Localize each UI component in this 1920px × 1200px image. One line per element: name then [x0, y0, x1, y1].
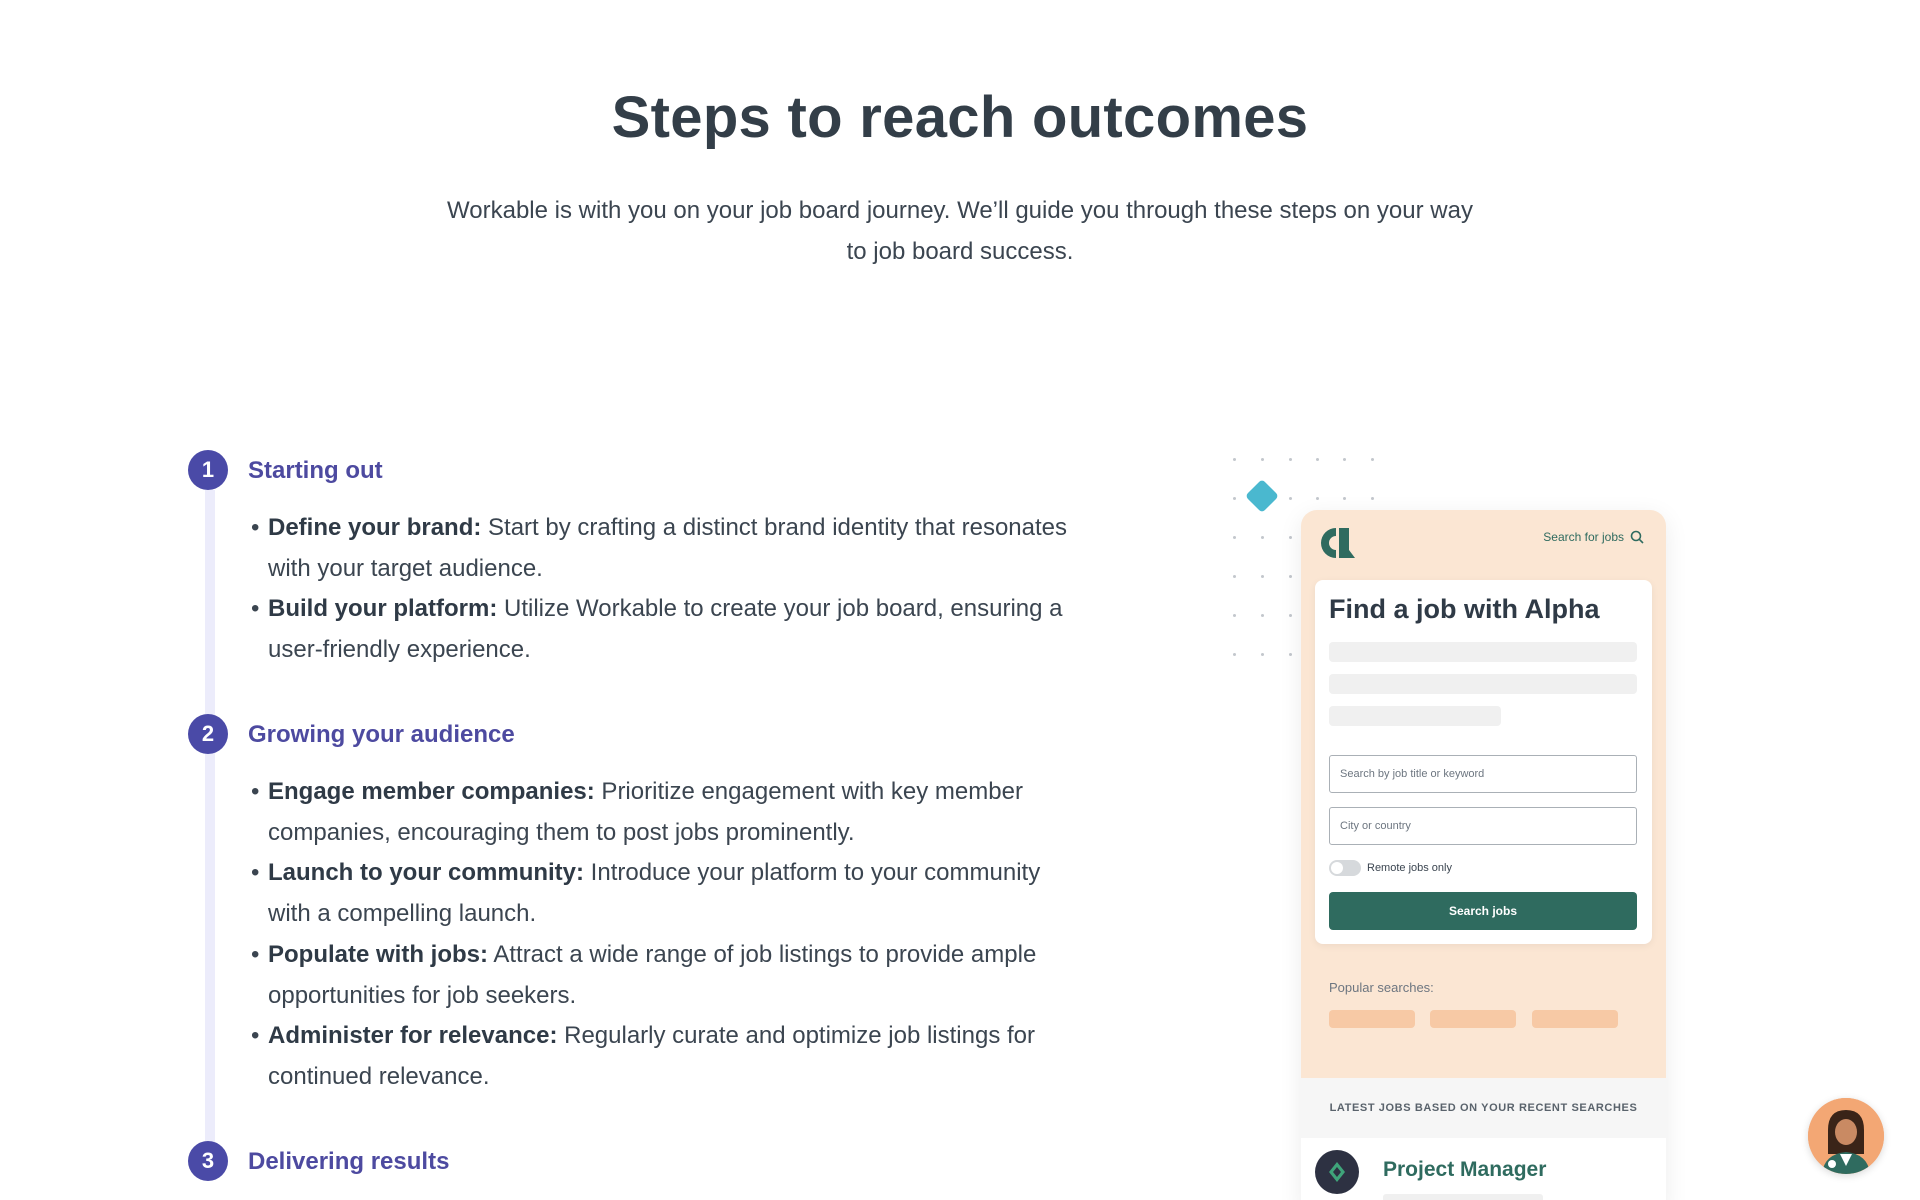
step-2-list	[248, 772, 1088, 1098]
decorative-dot	[1233, 653, 1236, 656]
search-for-jobs-link[interactable]: Search for jobs	[1543, 530, 1644, 544]
decorative-dot	[1343, 497, 1346, 500]
location-input[interactable]: City or country	[1329, 807, 1637, 845]
popular-search-chip[interactable]	[1532, 1010, 1618, 1028]
skeleton-line	[1329, 674, 1637, 694]
decorative-dot	[1233, 536, 1236, 539]
popular-search-chip[interactable]	[1430, 1010, 1516, 1028]
search-icon	[1630, 530, 1644, 544]
list-item: • Engage member companies: Prioritize engagement with key member companies, encouraging them to post jobs prominently.	[251, 778, 1023, 846]
decorative-dot	[1261, 458, 1264, 461]
decorative-dot	[1316, 458, 1319, 461]
decorative-dot	[1289, 536, 1292, 539]
step-2-title: Growing your audience	[248, 721, 515, 748]
decorative-dot	[1343, 458, 1346, 461]
step-2-badge: 2	[188, 714, 228, 754]
search-card	[1315, 580, 1652, 944]
decorative-dot	[1233, 458, 1236, 461]
remote-toggle-label: Remote jobs only	[1367, 862, 1452, 874]
step-1-badge: 1	[188, 450, 228, 490]
keyword-search-input[interactable]: Search by job title or keyword	[1329, 755, 1637, 793]
decorative-dot	[1371, 497, 1374, 500]
decorative-dot	[1261, 575, 1264, 578]
skeleton-line	[1329, 706, 1501, 726]
alpha-logo-icon	[1315, 524, 1357, 562]
decorative-dot	[1289, 497, 1292, 500]
decorative-dot	[1261, 536, 1264, 539]
list-item: • Define your brand: Start by crafting a distinct brand identity that resonates with your target audience.	[251, 514, 1068, 582]
card-title: Find a job with Alpha	[1329, 594, 1600, 624]
skeleton-line	[1383, 1194, 1543, 1200]
popular-searches-label: Popular searches:	[1329, 980, 1434, 995]
job-row[interactable]	[1301, 1138, 1666, 1200]
search-jobs-button[interactable]: Search jobs	[1329, 892, 1637, 930]
decorative-dot	[1233, 614, 1236, 617]
decorative-dot	[1289, 458, 1292, 461]
page-subtitle: Workable is with you on your job board journey. We’ll guide you through these steps on your way to job board success.	[447, 197, 1473, 265]
decorative-dot	[1289, 614, 1292, 617]
step-1-title: Starting out	[248, 457, 383, 484]
decorative-dot	[1289, 653, 1292, 656]
step-1-list	[248, 508, 1088, 671]
decorative-dot	[1316, 497, 1319, 500]
decorative-dot	[1233, 575, 1236, 578]
remote-toggle[interactable]	[1329, 860, 1452, 876]
job-title-link[interactable]: Project Manager	[1383, 1158, 1547, 1181]
skeleton-line	[1329, 642, 1637, 662]
latest-jobs-header: LATEST JOBS BASED ON YOUR RECENT SEARCHES	[1301, 1078, 1666, 1138]
list-item: • Populate with jobs: Attract a wide range of job listings to provide ample opportunities for job seekers.	[251, 940, 1037, 1009]
popular-search-chip[interactable]	[1329, 1010, 1415, 1028]
job-board-mockup	[1301, 510, 1666, 1200]
decorative-dot	[1233, 497, 1236, 500]
decorative-dot	[1261, 653, 1264, 656]
decorative-dot	[1289, 575, 1292, 578]
chat-avatar[interactable]	[1808, 1098, 1884, 1174]
decorative-diamond-icon	[1245, 479, 1279, 513]
list-item: • Administer for relevance: Regularly curate and optimize job listings for continued relevance.	[251, 1022, 1035, 1090]
toggle-track[interactable]	[1329, 860, 1361, 876]
decorative-dot	[1371, 458, 1374, 461]
list-item: • Build your platform: Utilize Workable to create your job board, ensuring a user-friendly experience.	[251, 595, 1063, 664]
decorative-dot	[1261, 614, 1264, 617]
step-3-badge: 3	[188, 1141, 228, 1181]
job-company-logo-icon	[1315, 1150, 1359, 1194]
page-title: Steps to reach outcomes	[611, 85, 1309, 150]
timeline-line	[205, 490, 215, 1150]
step-3-title: Delivering results	[248, 1148, 450, 1175]
list-item: • Launch to your community: Introduce your platform to your community with a compelling launch.	[251, 859, 1041, 928]
